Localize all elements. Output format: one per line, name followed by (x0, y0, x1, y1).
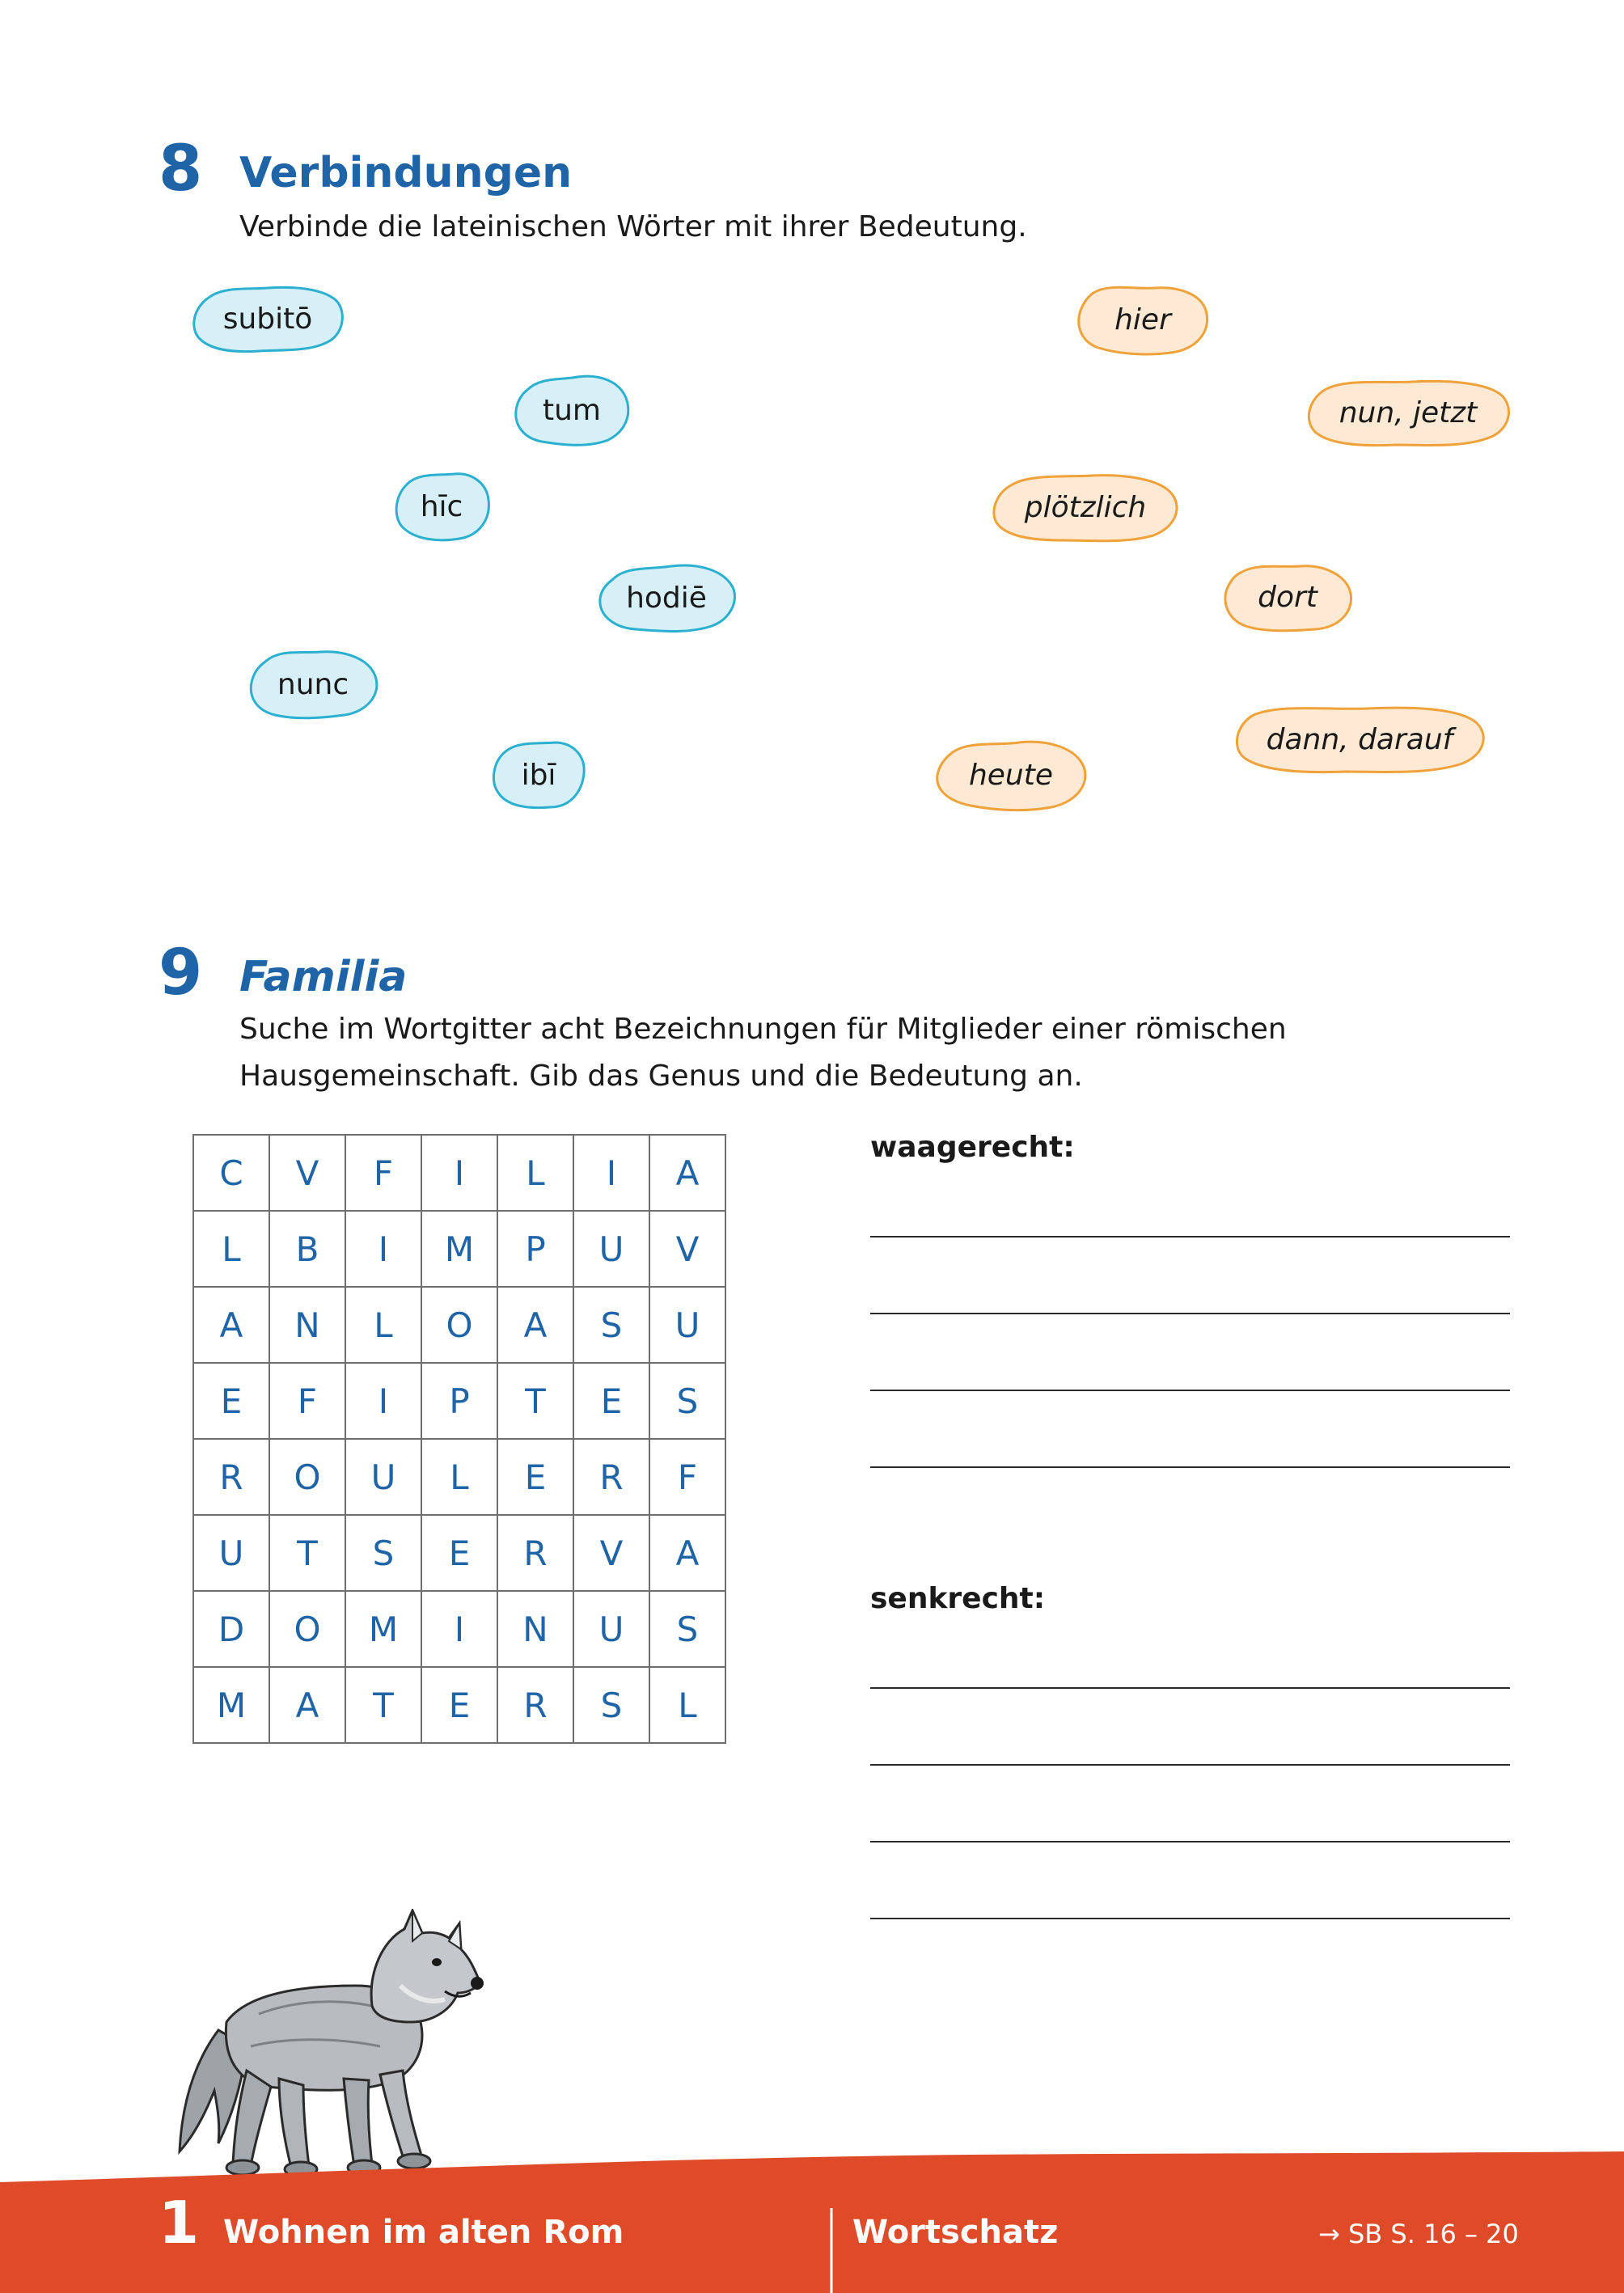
german-word-cloud[interactable] (1233, 704, 1487, 775)
grid-row (193, 1591, 725, 1667)
grid-cell[interactable]: F (649, 1439, 725, 1515)
grid-cell[interactable]: U (193, 1515, 269, 1591)
german-word-cloud[interactable] (1221, 561, 1354, 632)
grid-cell[interactable]: U (573, 1211, 649, 1287)
latin-word-label: hodiē (626, 581, 707, 615)
grid-cell[interactable]: D (193, 1591, 269, 1667)
grid-cell[interactable]: N (269, 1287, 345, 1363)
grid-cell[interactable]: O (269, 1439, 345, 1515)
latin-word-cloud[interactable] (247, 647, 379, 721)
grid-cell[interactable]: E (497, 1439, 573, 1515)
grid-cell[interactable]: I (421, 1591, 497, 1667)
grid-cell[interactable]: A (649, 1135, 725, 1211)
vertical-answer-line[interactable] (870, 1764, 1510, 1766)
grid-row (193, 1211, 725, 1287)
chapter-title: Wohnen im alten Rom (223, 2214, 624, 2251)
grid-cell[interactable]: S (345, 1515, 421, 1591)
grid-cell[interactable]: A (649, 1515, 725, 1591)
grid-cell[interactable]: V (649, 1211, 725, 1287)
exercise-9-instruction-line-1: Suche im Wortgitter acht Bezeichnungen für Mitglieder einer römischen (239, 1013, 1287, 1046)
german-word-label: dort (1258, 580, 1317, 614)
grid-cell[interactable]: R (497, 1667, 573, 1743)
german-word-cloud[interactable] (992, 471, 1179, 544)
grid-row (193, 1287, 725, 1363)
chapter-number: 1 (159, 2189, 200, 2257)
german-word-cloud[interactable] (933, 738, 1089, 812)
horizontal-label: waagerecht: (870, 1131, 1075, 1164)
german-word-cloud[interactable] (1076, 283, 1210, 356)
grid-cell[interactable]: L (497, 1135, 573, 1211)
horizontal-answer-line[interactable] (870, 1236, 1510, 1237)
grid-cell[interactable]: S (649, 1363, 725, 1439)
latin-word-label: nunc (277, 667, 349, 701)
grid-cell[interactable]: L (345, 1287, 421, 1363)
arrow-right-icon: → (1318, 2219, 1340, 2249)
grid-cell[interactable]: T (269, 1515, 345, 1591)
grid-cell[interactable]: T (345, 1667, 421, 1743)
page-reference-text: SB S. 16 – 20 (1347, 2219, 1519, 2249)
exercise-8-instruction: Verbinde die lateinischen Wörter mit ihrer Bedeutung. (239, 210, 1027, 243)
grid-cell[interactable]: A (193, 1287, 269, 1363)
grid-cell[interactable]: F (345, 1135, 421, 1211)
grid-cell[interactable]: C (193, 1135, 269, 1211)
latin-word-cloud[interactable] (490, 739, 587, 810)
german-word-label: plötzlich (1024, 490, 1147, 524)
grid-cell[interactable]: L (193, 1211, 269, 1287)
exercise-9-number: 9 (159, 937, 203, 1009)
exercise-8-number: 8 (159, 133, 203, 205)
grid-row (193, 1515, 725, 1591)
grid-cell[interactable]: A (269, 1667, 345, 1743)
latin-word-label: subitō (222, 302, 313, 336)
exercise-9-instruction-line-2: Hausgemeinschaft. Gib das Genus und die Bedeutung an. (239, 1060, 1083, 1093)
grid-cell[interactable]: R (193, 1439, 269, 1515)
vertical-answer-line[interactable] (870, 1918, 1510, 1919)
grid-cell[interactable]: V (573, 1515, 649, 1591)
german-word-label: nun, jetzt (1339, 396, 1478, 429)
grid-cell[interactable]: N (497, 1591, 573, 1667)
vertical-answer-line[interactable] (870, 1841, 1510, 1842)
grid-cell[interactable]: L (421, 1439, 497, 1515)
horizontal-answer-line[interactable] (870, 1466, 1510, 1468)
grid-cell[interactable]: T (497, 1363, 573, 1439)
grid-cell[interactable]: S (573, 1287, 649, 1363)
grid-cell[interactable]: U (649, 1287, 725, 1363)
grid-cell[interactable]: V (269, 1135, 345, 1211)
grid-cell[interactable]: U (345, 1439, 421, 1515)
page-reference (1318, 2219, 1519, 2249)
section-title: Wortschatz (852, 2214, 1059, 2251)
latin-word-cloud[interactable] (393, 471, 490, 542)
german-word-label: dann, darauf (1266, 722, 1453, 756)
grid-cell[interactable]: E (421, 1515, 497, 1591)
latin-word-cloud[interactable] (191, 283, 345, 354)
horizontal-answer-line[interactable] (870, 1390, 1510, 1391)
grid-cell[interactable]: M (193, 1667, 269, 1743)
grid-cell[interactable]: S (649, 1591, 725, 1667)
grid-cell[interactable]: E (421, 1667, 497, 1743)
grid-cell[interactable]: O (269, 1591, 345, 1667)
latin-word-label: hīc (420, 489, 463, 523)
grid-cell[interactable]: B (269, 1211, 345, 1287)
grid-cell[interactable]: O (421, 1287, 497, 1363)
grid-cell[interactable]: I (573, 1135, 649, 1211)
grid-cell[interactable]: U (573, 1591, 649, 1667)
grid-row (193, 1439, 725, 1515)
grid-cell[interactable]: R (573, 1439, 649, 1515)
horizontal-answer-line[interactable] (870, 1313, 1510, 1314)
vertical-label: senkrecht: (870, 1582, 1046, 1615)
grid-cell[interactable]: M (421, 1211, 497, 1287)
latin-word-label: tum (543, 393, 601, 427)
grid-cell[interactable]: I (421, 1135, 497, 1211)
grid-row (193, 1135, 725, 1211)
grid-cell[interactable]: I (345, 1363, 421, 1439)
grid-cell[interactable]: R (497, 1515, 573, 1591)
exercise-8-title: Verbindungen (239, 149, 573, 197)
grid-row (193, 1363, 725, 1439)
german-word-label: heute (968, 758, 1054, 792)
grid-cell[interactable]: L (649, 1667, 725, 1743)
exercise-9-title: Familia (239, 953, 408, 1001)
grid-cell[interactable]: E (193, 1363, 269, 1439)
grid-cell[interactable]: P (497, 1211, 573, 1287)
german-word-label: hier (1114, 302, 1171, 336)
grid-cell[interactable]: M (345, 1591, 421, 1667)
latin-word-cloud[interactable] (597, 561, 736, 634)
word-search-grid (192, 1134, 726, 1744)
grid-cell[interactable]: I (345, 1211, 421, 1287)
grid-cell[interactable]: P (421, 1363, 497, 1439)
grid-cell[interactable]: A (497, 1287, 573, 1363)
latin-word-label: ibī (521, 758, 556, 792)
latin-word-cloud[interactable] (513, 374, 631, 446)
vertical-answer-line[interactable] (870, 1687, 1510, 1689)
german-word-cloud[interactable] (1305, 377, 1511, 448)
grid-cell[interactable]: S (573, 1667, 649, 1743)
grid-cell[interactable]: E (573, 1363, 649, 1439)
grid-row (193, 1667, 725, 1743)
grid-cell[interactable]: F (269, 1363, 345, 1439)
